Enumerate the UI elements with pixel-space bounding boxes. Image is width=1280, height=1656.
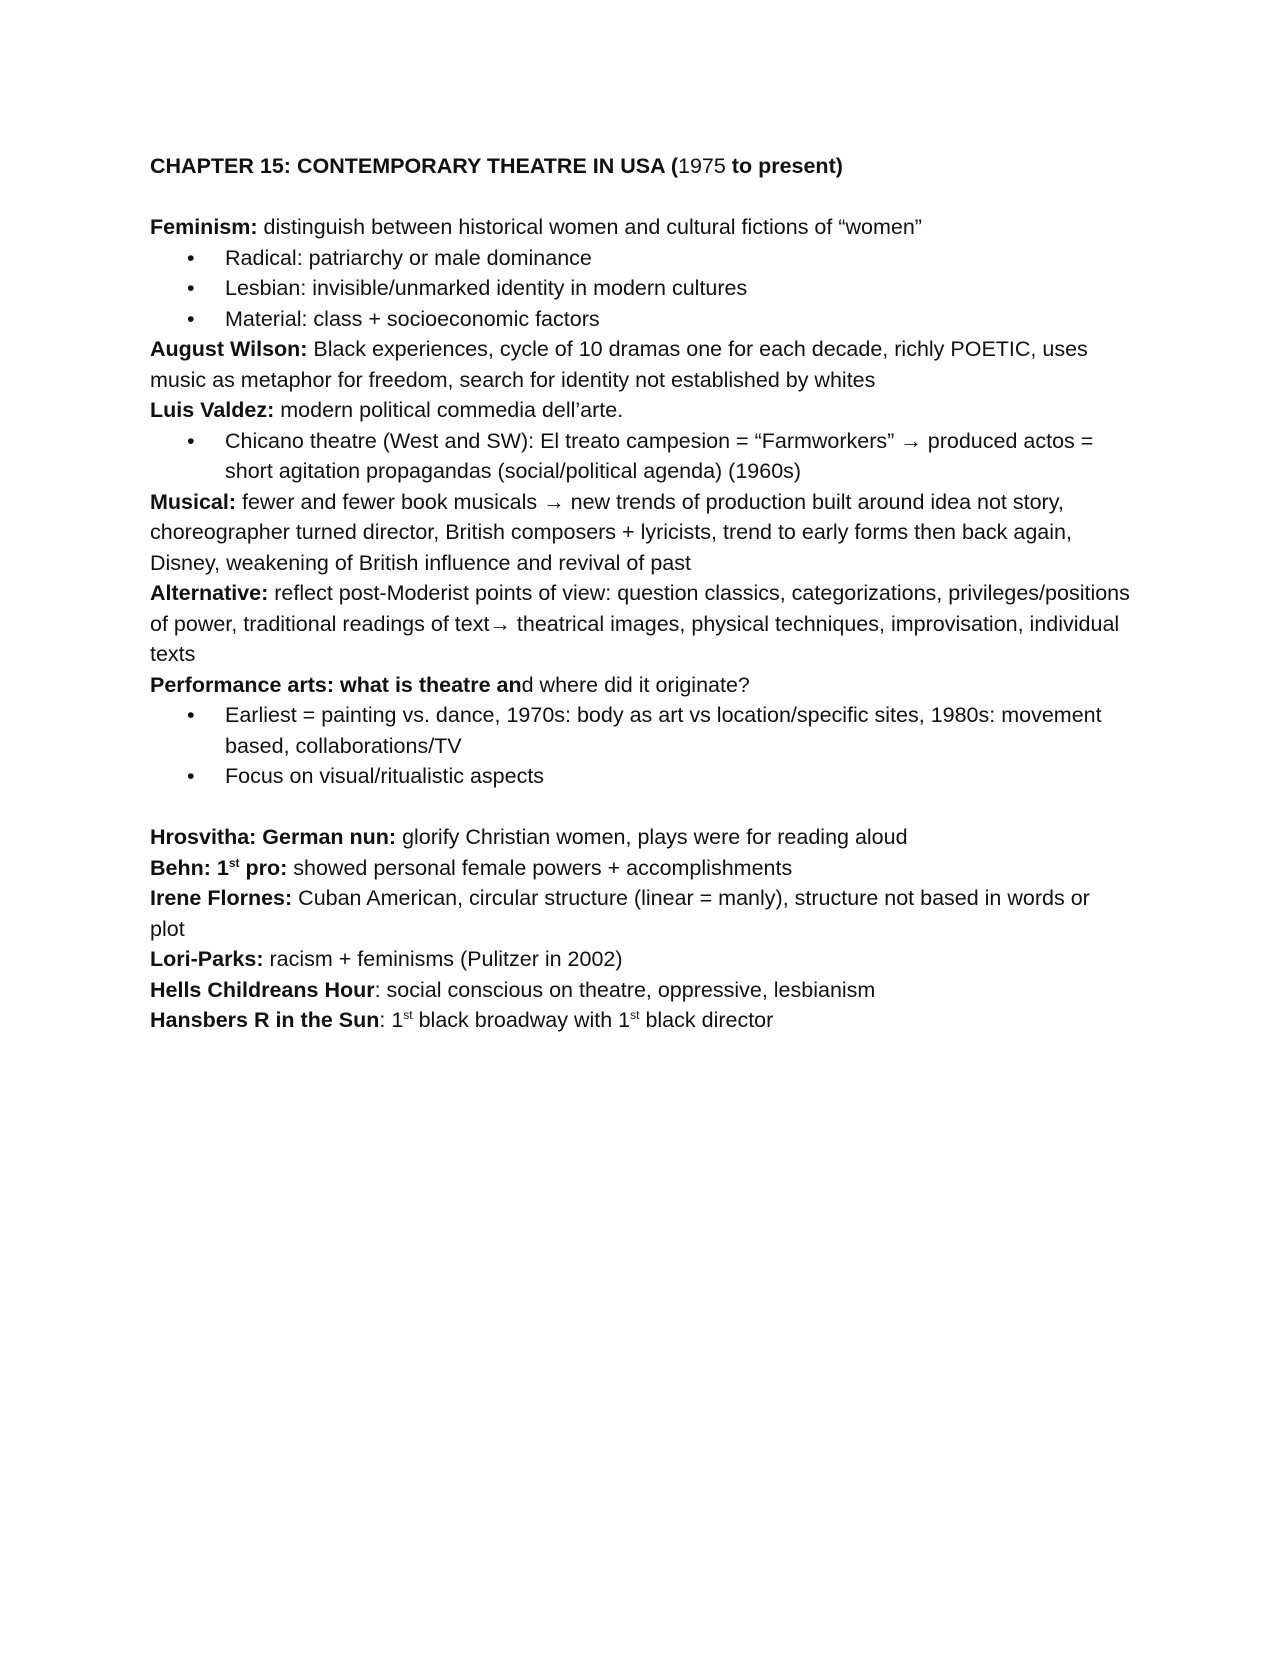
list-item-text: Focus on visual/ritualistic aspects [225, 764, 545, 788]
entry-text: showed personal female powers + accomplishments [287, 855, 793, 880]
spacer [150, 182, 1130, 213]
list-item-text: Material: class + socioeconomic factors [225, 306, 600, 331]
entry-text: Cuban American, circular structure (linear = manly), structure not based in words or plot [150, 886, 1090, 941]
spacer [150, 792, 1130, 823]
entry-text: racism + feminisms (Pulitzer in 2002) [263, 947, 623, 971]
list-item-text: Lesbian: invisible/unmarked identity in modern cultures [225, 276, 748, 300]
performance-arts-bullets [150, 700, 1130, 792]
entry-term: August Wilson: [150, 337, 308, 361]
bullet-icon: • [187, 276, 195, 300]
superscript: st [630, 1007, 640, 1022]
lori-parks-entry [150, 944, 1130, 975]
title-bold-part: CHAPTER 15: CONTEMPORARY THEATRE IN USA ( [150, 154, 678, 178]
musical-entry [150, 487, 1130, 579]
entry-text: reflect post-Moderist points of view: question classics, categorizations, privileges/positions of power, traditional readings of text→ theatrical images, physical techniques, improvisation, individual texts [150, 581, 1130, 666]
document-page [150, 151, 1130, 1036]
bullet-icon: • [187, 306, 195, 331]
entry-text: d where did it originate? [521, 672, 750, 697]
superscript: st [403, 1007, 413, 1022]
list-item [150, 243, 1130, 274]
entry-text: black broadway with 1 [412, 1008, 631, 1032]
list-item [150, 426, 1130, 487]
feminism-entry [150, 212, 1130, 243]
entry-term: Hansbers R in the Sun [150, 1008, 380, 1032]
page-title [150, 151, 1130, 182]
luis-valdez-bullets [150, 426, 1130, 487]
entry-term: Alternative: [150, 581, 269, 605]
title-plain-part: 1975 [677, 154, 732, 178]
entry-text: modern political commedia dell’arte. [274, 398, 624, 422]
alternative-entry [150, 578, 1130, 670]
hansbers-entry [150, 1005, 1130, 1036]
term-part: Behn: 1 [150, 855, 229, 880]
feminism-bullets [150, 243, 1130, 335]
entry-text: fewer and fewer book musicals → new trends of production built around idea not story, choreographer turned director, British composers + lyricists, trend to early forms then back again, Disney, weakening of British influence and revival of past [150, 489, 1072, 575]
irene-flornes-entry [150, 883, 1130, 944]
entry-term: Feminism: [150, 215, 258, 239]
bullet-icon: • [187, 245, 195, 270]
august-wilson-entry [150, 334, 1130, 395]
entry-text: distinguish between historical women and cultural fictions of “women” [257, 215, 922, 239]
list-item-text: Radical: patriarchy or male dominance [225, 245, 592, 270]
entry-text: : social conscious on theatre, oppressive, lesbianism [374, 977, 876, 1002]
list-item-text: Earliest = painting vs. dance, 1970s: body as art vs location/specific sites, 1980s: movement based, collaborations/TV [225, 703, 1102, 758]
entry-term: Musical: [150, 489, 237, 514]
bullet-icon: • [187, 703, 195, 727]
title-bold-end: to present) [731, 154, 843, 178]
entry-term: Lori-Parks: [150, 947, 264, 971]
entry-term: Performance arts: what is theatre an [150, 672, 522, 697]
list-item [150, 700, 1130, 761]
entry-term: Hells Childreans Hour [150, 977, 375, 1002]
luis-valdez-entry [150, 395, 1130, 426]
behn-entry [150, 853, 1130, 884]
entry-term [150, 856, 287, 880]
term-part: pro: [239, 855, 288, 880]
list-item [150, 761, 1130, 792]
superscript: st [228, 855, 240, 870]
list-item [150, 304, 1130, 335]
performance-arts-entry [150, 670, 1130, 701]
entry-term: Luis Valdez: [150, 398, 275, 422]
hells-childreans-entry [150, 975, 1130, 1006]
bullet-icon: • [187, 428, 195, 453]
bullet-icon: • [187, 764, 195, 788]
list-item-text: Chicano theatre (West and SW): El treato campesion = “Farmworkers” → produced actos = short agitation propagandas (social/political agenda) (1960s) [225, 428, 1094, 483]
entry-text: : 1 [379, 1008, 404, 1032]
entry-text: glorify Christian women, plays were for reading aloud [396, 825, 908, 849]
entry-text: black director [639, 1008, 774, 1032]
entry-term: Irene Flornes: [150, 886, 293, 910]
entry-text: Black experiences, cycle of 10 dramas one for each decade, richly POETIC, uses music as metaphor for freedom, search for identity not established by whites [150, 337, 1088, 392]
entry-term: Hrosvitha: German nun: [150, 825, 397, 849]
hrosvitha-entry [150, 822, 1130, 853]
list-item [150, 273, 1130, 304]
